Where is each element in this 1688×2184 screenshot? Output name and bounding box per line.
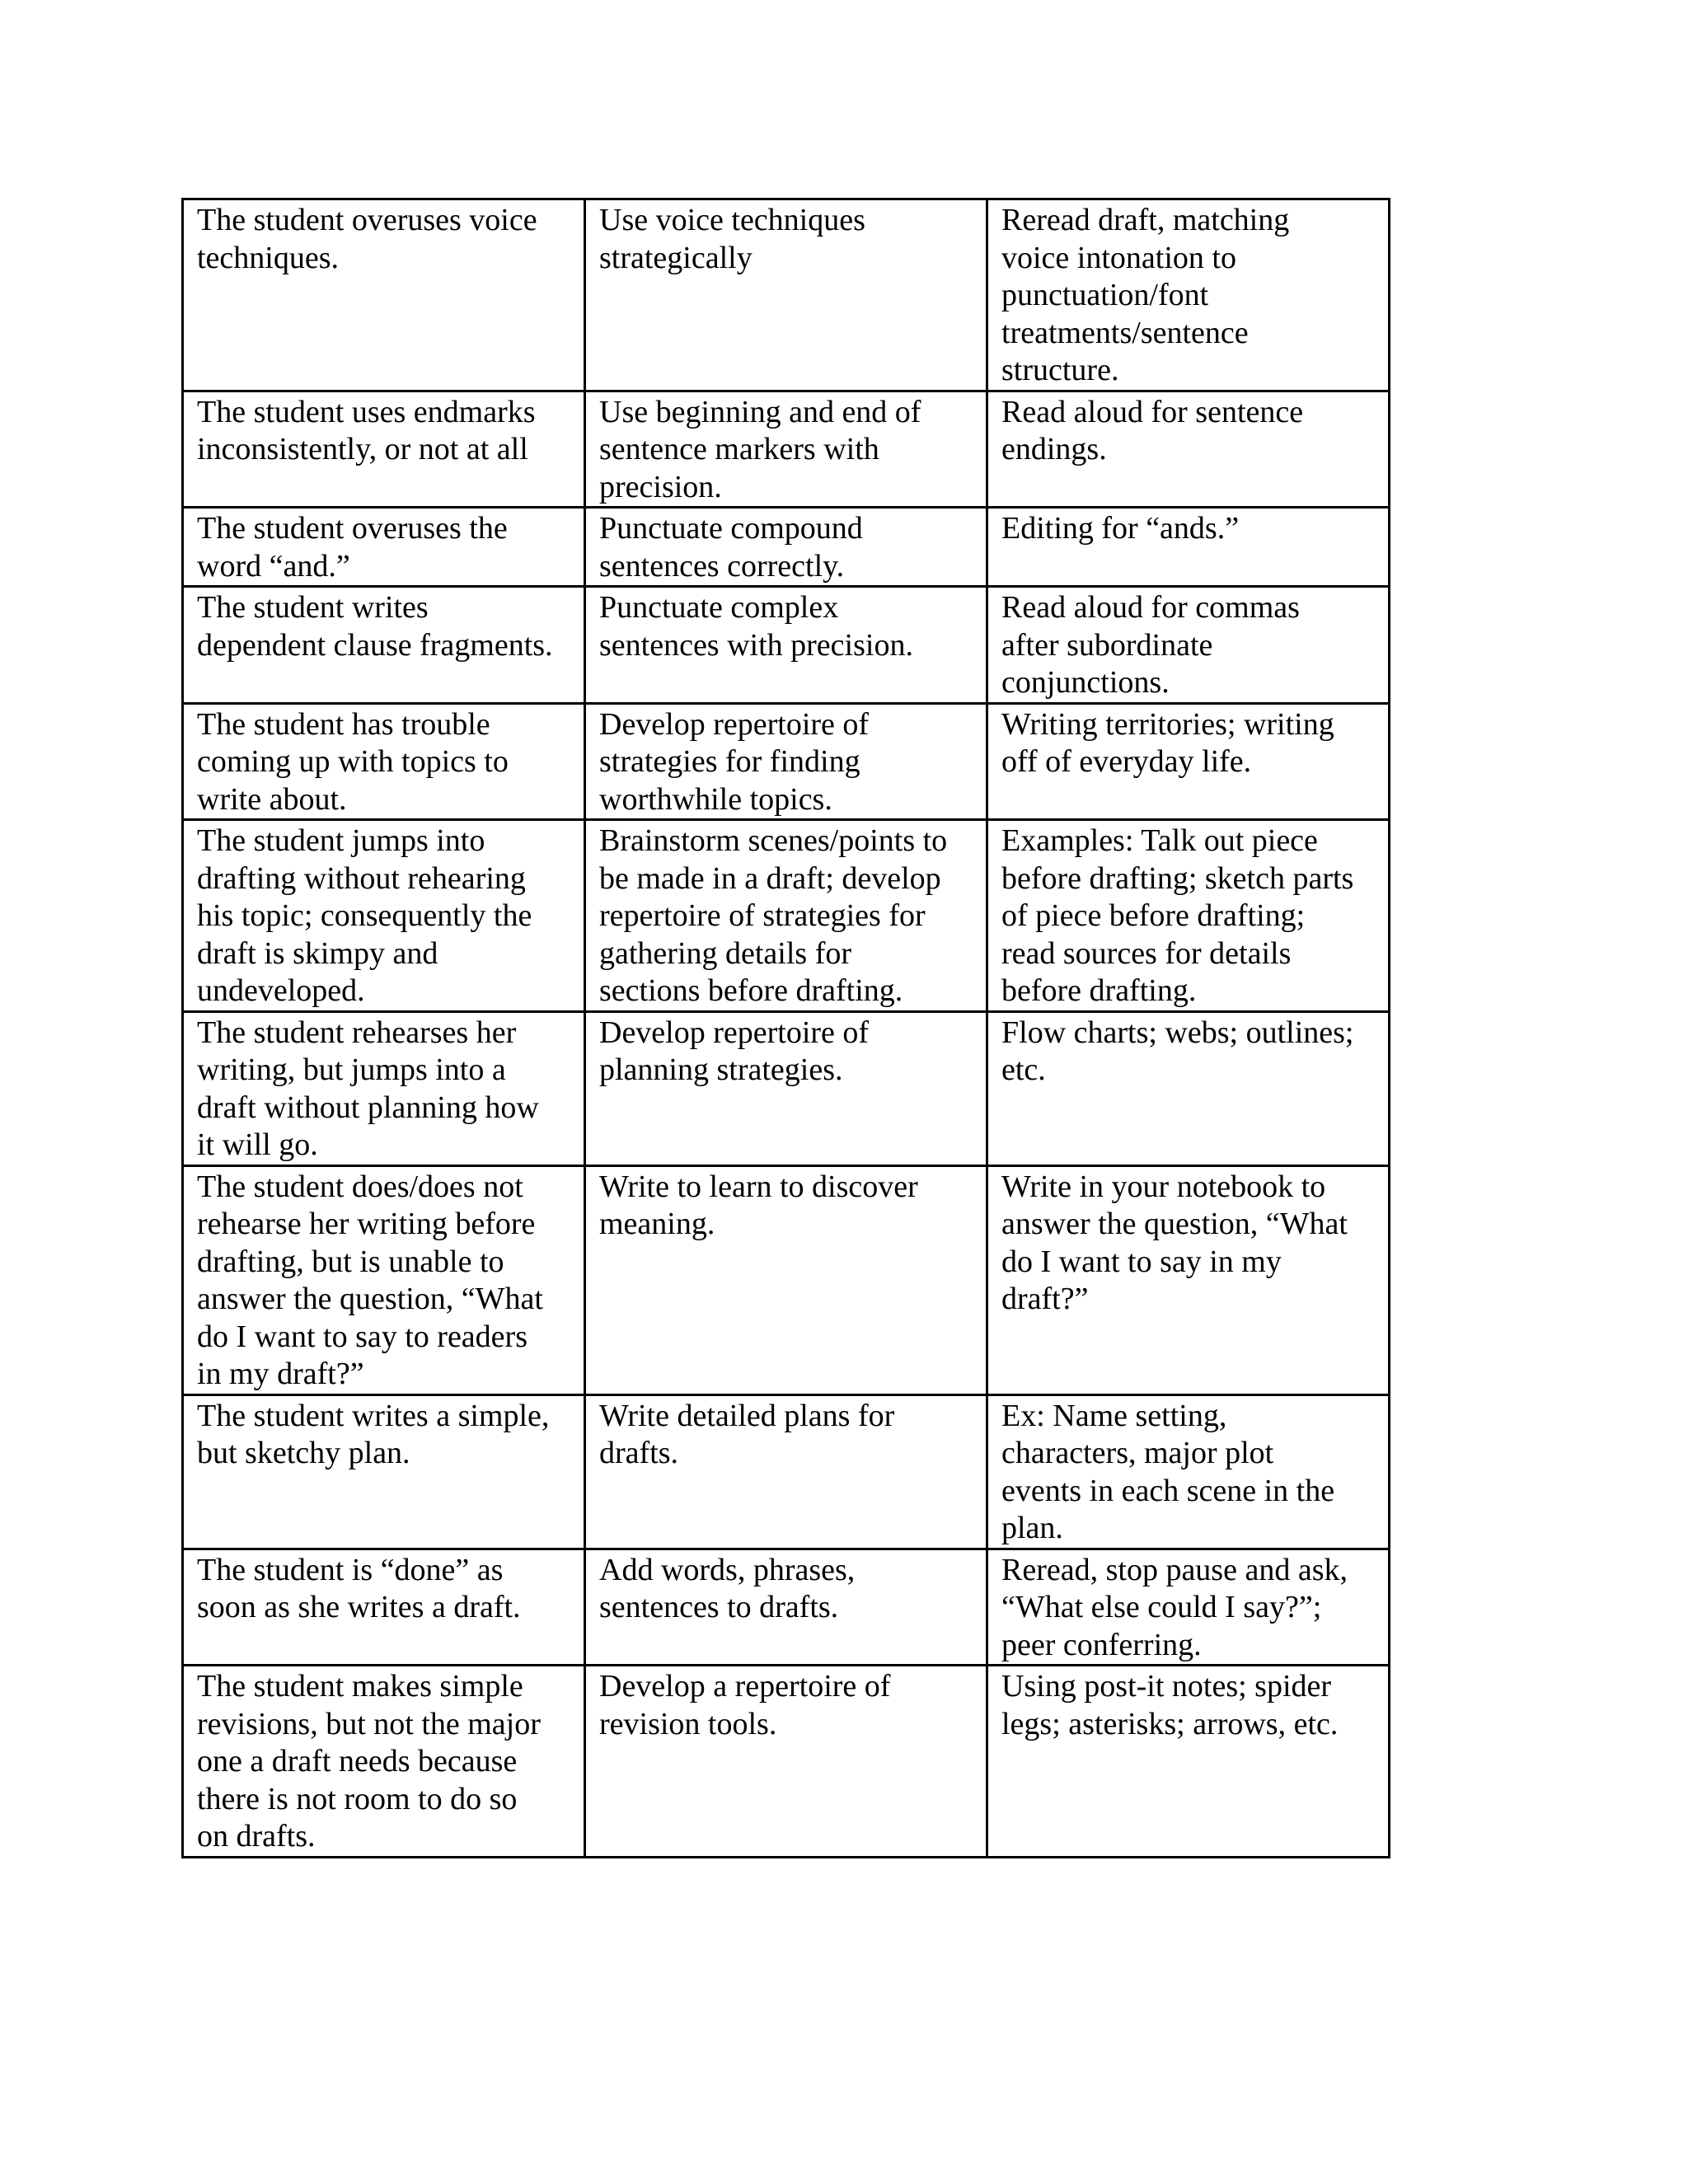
- table-cell-strategy: Writing territories; writing off of everyday life.: [987, 703, 1390, 820]
- table-cell-goal: Write detailed plans for drafts.: [585, 1394, 987, 1549]
- table-cell-strategy: Reread, stop pause and ask, “What else could I say?”; peer conferring.: [987, 1549, 1390, 1666]
- table-cell-problem: The student has trouble coming up with topics to write about.: [183, 703, 585, 820]
- table-row: [183, 1011, 1390, 1165]
- table-cell-problem: The student jumps into drafting without rehearing his topic; consequently the draft is skimpy and undeveloped.: [183, 820, 585, 1012]
- table-row: [183, 391, 1390, 508]
- table-cell-goal: Use voice techniques strategically: [585, 199, 987, 391]
- table-cell-goal: Brainstorm scenes/points to be made in a draft; develop repertoire of strategies for gathering details for sections before drafting.: [585, 820, 987, 1012]
- table-cell-strategy: Editing for “ands.”: [987, 508, 1390, 587]
- table-cell-strategy: Read aloud for sentence endings.: [987, 391, 1390, 508]
- table-cell-problem: The student writes a simple, but sketchy plan.: [183, 1394, 585, 1549]
- table-cell-strategy: Flow charts; webs; outlines; etc.: [987, 1011, 1390, 1165]
- table-cell-goal: Add words, phrases, sentences to drafts.: [585, 1549, 987, 1666]
- table-row: [183, 587, 1390, 704]
- table-cell-problem: The student makes simple revisions, but not the major one a draft needs because there is not room to do so on drafts.: [183, 1666, 585, 1858]
- table-cell-goal: Write to learn to discover meaning.: [585, 1165, 987, 1394]
- table-cell-problem: The student rehearses her writing, but jumps into a draft without planning how it will go.: [183, 1011, 585, 1165]
- table-row: [183, 703, 1390, 820]
- table-row: [183, 1394, 1390, 1549]
- table-cell-goal: Punctuate compound sentences correctly.: [585, 508, 987, 587]
- table-cell-problem: The student overuses the word “and.”: [183, 508, 585, 587]
- table-row: [183, 199, 1390, 391]
- table-cell-goal: Develop a repertoire of revision tools.: [585, 1666, 987, 1858]
- table-row: [183, 1549, 1390, 1666]
- table-cell-strategy: Write in your notebook to answer the question, “What do I want to say in my draft?”: [987, 1165, 1390, 1394]
- table-cell-goal: Use beginning and end of sentence markers with precision.: [585, 391, 987, 508]
- table-cell-strategy: Examples: Talk out piece before drafting; sketch parts of piece before drafting; read sources for details before drafting.: [987, 820, 1390, 1012]
- table-cell-problem: The student writes dependent clause fragments.: [183, 587, 585, 704]
- table-cell-problem: The student is “done” as soon as she writes a draft.: [183, 1549, 585, 1666]
- table-row: [183, 820, 1390, 1012]
- table-row: [183, 1666, 1390, 1858]
- table-cell-strategy: Read aloud for commas after subordinate conjunctions.: [987, 587, 1390, 704]
- table-cell-goal: Develop repertoire of planning strategies.: [585, 1011, 987, 1165]
- table-cell-goal: Punctuate complex sentences with precision.: [585, 587, 987, 704]
- strategy-table: [181, 198, 1390, 1858]
- table-row: [183, 1165, 1390, 1394]
- table-cell-strategy: Using post-it notes; spider legs; asterisks; arrows, etc.: [987, 1666, 1390, 1858]
- table-cell-goal: Develop repertoire of strategies for finding worthwhile topics.: [585, 703, 987, 820]
- table-row: [183, 508, 1390, 587]
- table-cell-strategy: Reread draft, matching voice intonation to punctuation/font treatments/sentence structure.: [987, 199, 1390, 391]
- table-cell-strategy: Ex: Name setting, characters, major plot events in each scene in the plan.: [987, 1394, 1390, 1549]
- table-cell-problem: The student does/does not rehearse her writing before drafting, but is unable to answer the question, “What do I want to say to readers in my draft?”: [183, 1165, 585, 1394]
- table-cell-problem: The student uses endmarks inconsistently, or not at all: [183, 391, 585, 508]
- table-cell-problem: The student overuses voice techniques.: [183, 199, 585, 391]
